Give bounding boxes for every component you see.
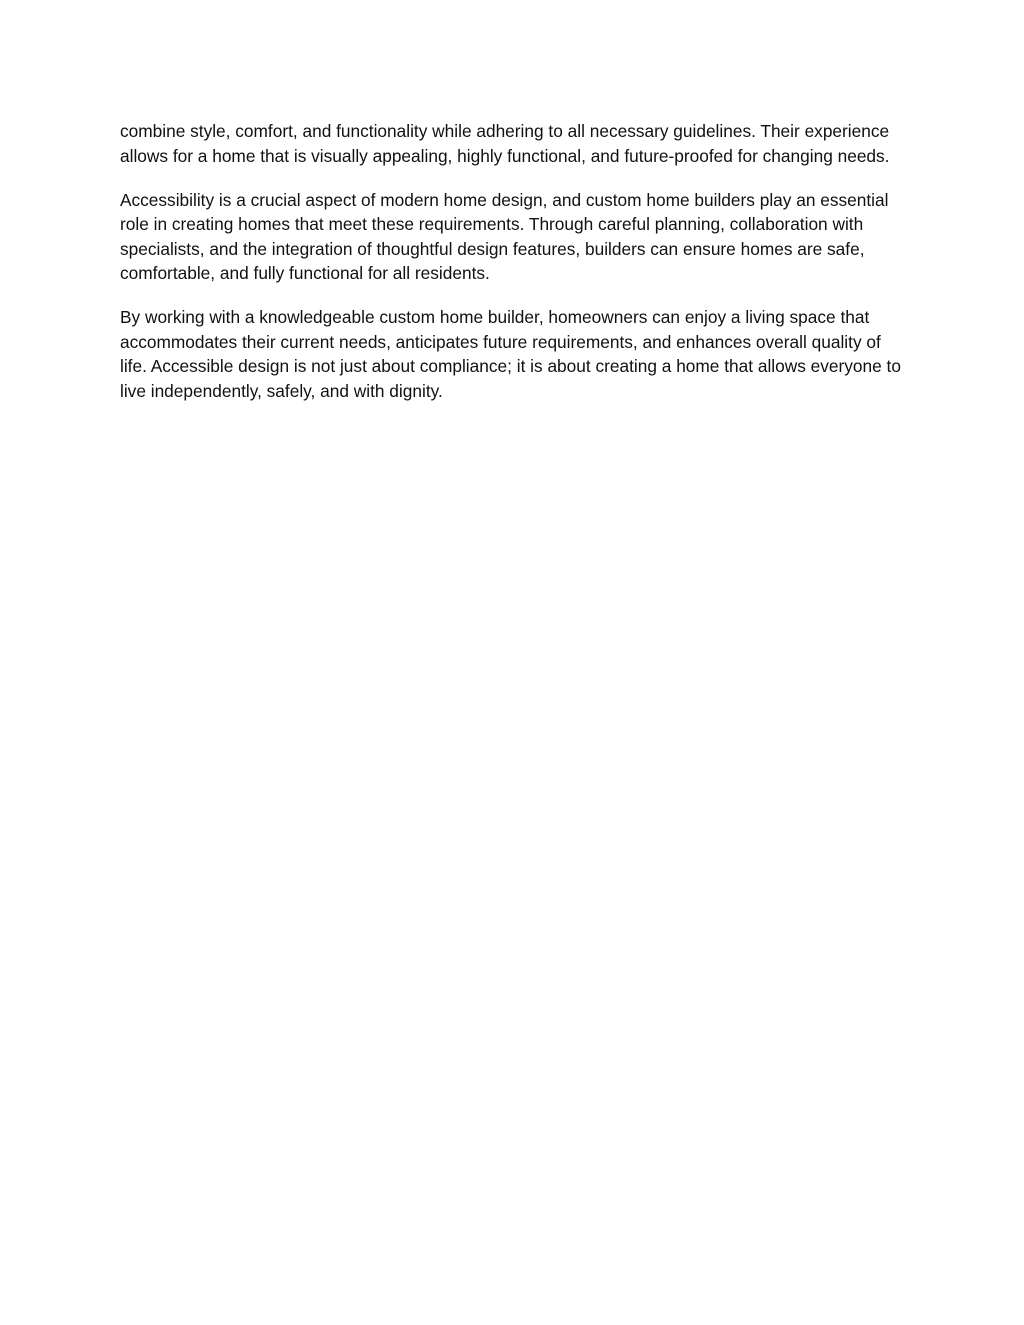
paragraph-1: combine style, comfort, and functionality while adhering to all necessary guidelines. Their experience allows for a home that is visually appealing, highly functional, and future-proofed for changing needs. [120,121,890,166]
paragraph-2: Accessibility is a crucial aspect of modern home design, and custom home builders play an essential role in creating homes that meet these requirements. Through careful planning, collaboration with specialists, and the integration of thoughtful design features, builders can ensure homes are safe, comfortable, and fully functional for all residents. [120,189,889,283]
paragraph-3: By working with a knowledgeable custom home builder, homeowners can enjoy a living space that accommodates their current needs, anticipates future requirements, and enhances overall quality of life. Accessible design is not just about compliance; it is about creating a home that allows everyone to live independently, safely, and with dignity. [120,307,901,401]
document-body [120,119,910,423]
